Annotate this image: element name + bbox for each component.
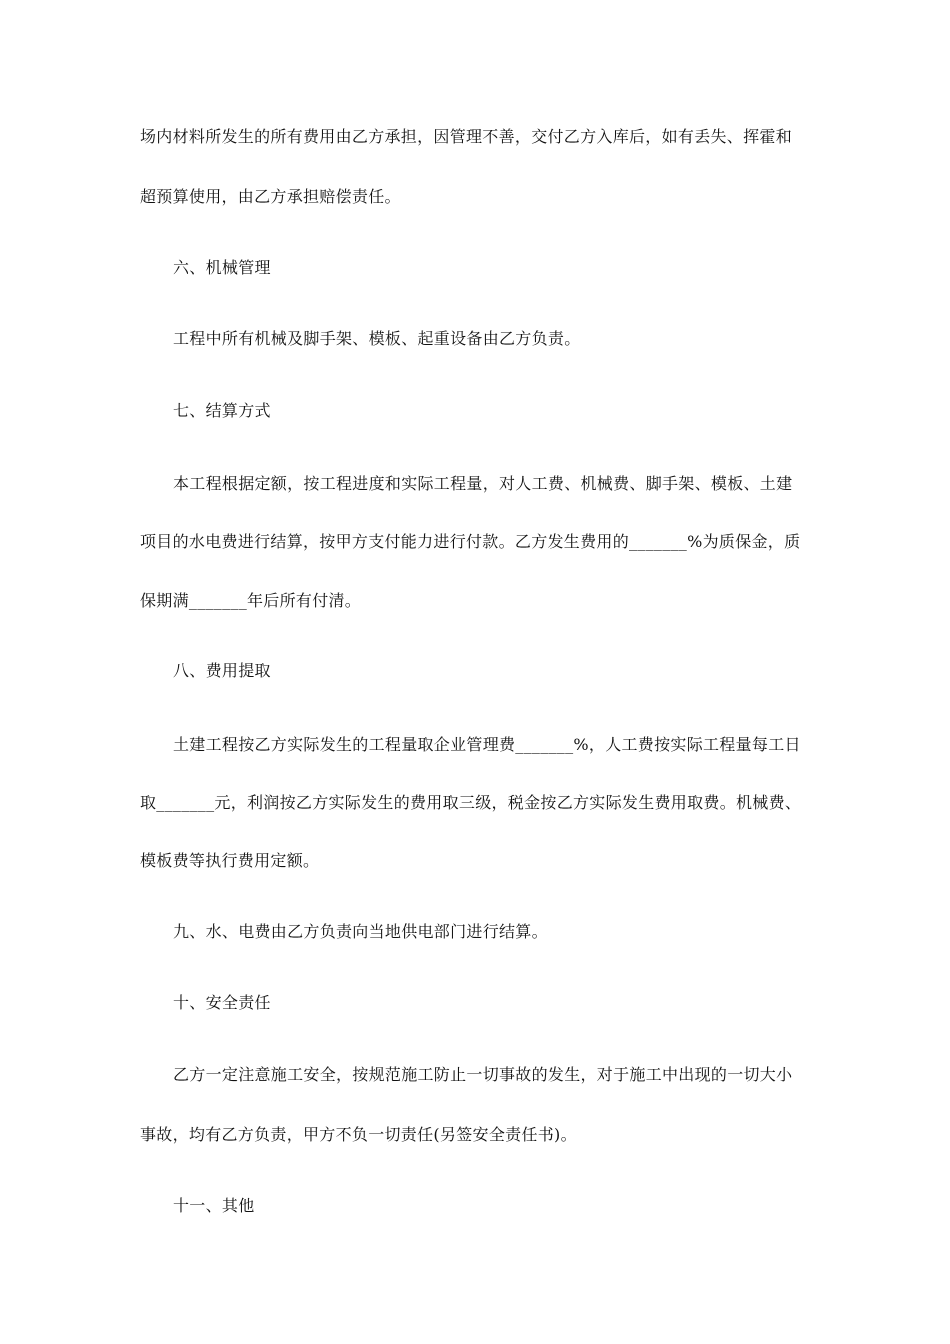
paragraph-line: 项目的水电费进行结算，按甲方支付能力进行付款。乙方发生费用的_______%为质保金，质 [140, 532, 801, 551]
section-heading: 十、安全责任 [173, 993, 271, 1012]
paragraph-line: 超预算使用，由乙方承担赔偿责任。 [140, 187, 401, 206]
paragraph-line: 事故，均有乙方负责，甲方不负一切责任(另签安全责任书)。 [140, 1125, 577, 1144]
section-heading: 七、结算方式 [173, 401, 271, 420]
paragraph-line: 乙方一定注意施工安全，按规范施工防止一切事故的发生，对于施工中出现的一切大小 [173, 1065, 793, 1084]
paragraph-line: 场内材料所发生的所有费用由乙方承担，因管理不善，交付乙方入库后，如有丢失、挥霍和 [140, 127, 793, 146]
paragraph-line: 土建工程按乙方实际发生的工程量取企业管理费_______%，人工费按实际工程量每工日 [173, 735, 801, 754]
section-heading: 八、费用提取 [173, 661, 271, 680]
section-heading: 六、机械管理 [173, 258, 271, 277]
paragraph-line: 保期满_______年后所有付清。 [140, 591, 362, 610]
paragraph-line: 模板费等执行费用定额。 [140, 851, 320, 870]
paragraph-line: 工程中所有机械及脚手架、模板、起重设备由乙方负责。 [173, 329, 581, 348]
paragraph-line: 本工程根据定额，按工程进度和实际工程量，对人工费、机械费、脚手架、模板、土建 [173, 474, 793, 493]
paragraph-line: 取_______元，利润按乙方实际发生的费用取三级，税金按乙方实际发生费用取费。机械费、 [140, 793, 802, 812]
section-heading: 十一、其他 [173, 1196, 255, 1215]
section-heading: 九、水、电费由乙方负责向当地供电部门进行结算。 [173, 922, 548, 941]
